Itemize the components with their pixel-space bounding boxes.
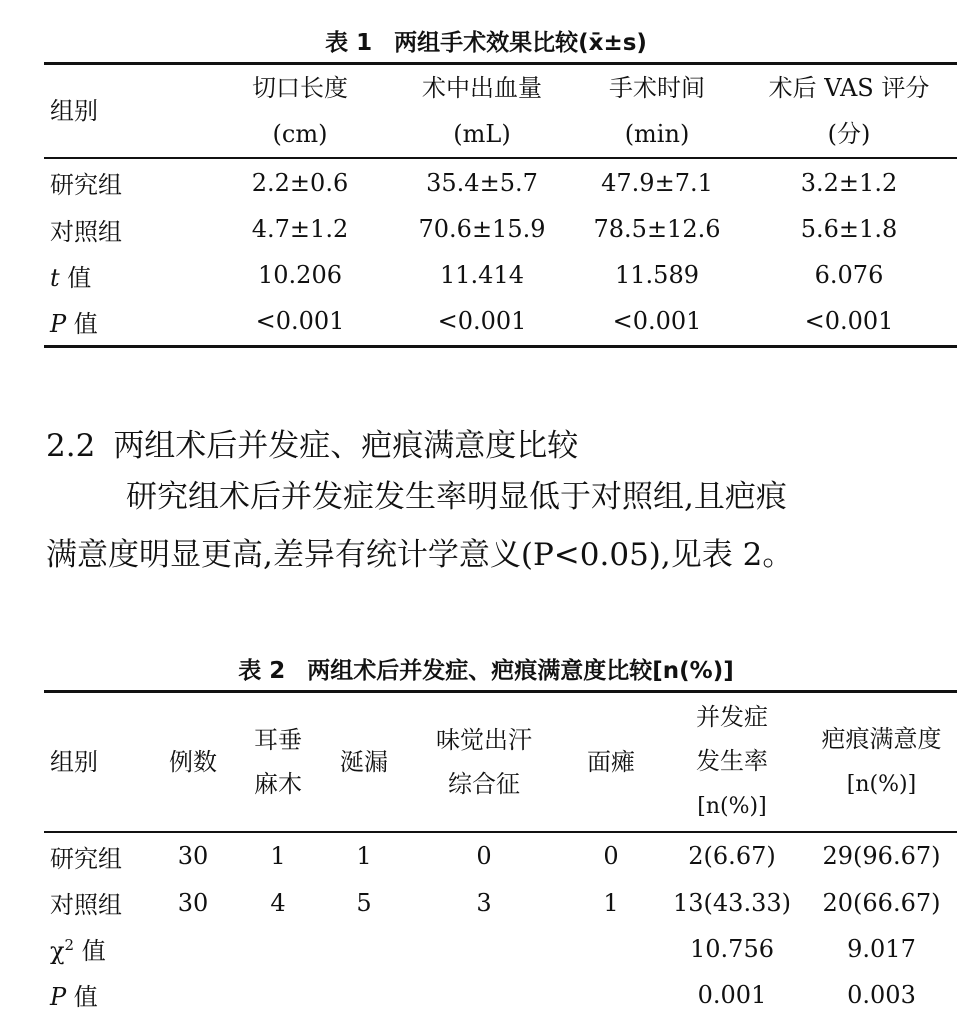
table-cell	[404, 972, 564, 1018]
header-line: [n(%)]	[697, 793, 767, 819]
table-cell: 1	[270, 842, 286, 870]
table-cell: 30	[177, 888, 209, 917]
table1-unit-bleeding: (mL)	[453, 120, 511, 148]
table-cell: 0.003	[847, 980, 916, 1009]
table-cell	[232, 926, 324, 972]
section-heading	[46, 420, 578, 465]
row-label-rest: 值	[59, 263, 92, 292]
table-cell: 6.076	[814, 261, 884, 289]
table2-header-row	[44, 692, 957, 832]
table-cell: 0.001	[697, 980, 767, 1009]
table2-header-salivary: 涎漏	[340, 747, 388, 776]
table-row	[44, 298, 957, 346]
table-cell: 0	[476, 842, 492, 870]
table-cell: 4	[270, 888, 286, 917]
table2-header-group: 组别	[50, 747, 98, 776]
table-cell	[232, 972, 324, 1018]
p-symbol: P	[50, 309, 67, 338]
table-cell: 47.9±7.1	[601, 168, 713, 197]
table-cell: 70.6±15.9	[418, 215, 546, 243]
table1-unit-incision: (cm)	[272, 120, 328, 148]
t-symbol: t	[50, 263, 60, 292]
table-cell: <0.001	[804, 307, 894, 336]
table-cell: 78.5±12.6	[593, 215, 721, 243]
row-label	[44, 926, 154, 972]
chi-symbol: χ	[50, 937, 65, 965]
row-label-rest: 值	[74, 937, 106, 965]
row-label	[44, 972, 154, 1018]
table-cell	[564, 972, 658, 1018]
header-line: 味觉出汗	[436, 725, 532, 754]
table-cell: 2.2±0.6	[251, 168, 349, 197]
table-cell: 4.7±1.2	[251, 215, 349, 243]
table1-title-suffix: (x̄±s)	[578, 30, 647, 56]
table-cell	[404, 926, 564, 972]
table-cell	[564, 926, 658, 972]
table-row	[44, 158, 957, 206]
table-cell: 20(66.67)	[822, 888, 941, 917]
body-paragraph-line1: 研究组术后并发症发生率明显低于对照组,且疤痕	[126, 479, 787, 515]
table-cell	[154, 972, 232, 1018]
table-cell: 13(43.33)	[673, 888, 791, 917]
table-row	[44, 880, 957, 926]
row-label: 研究组	[50, 844, 122, 873]
table-cell	[324, 926, 404, 972]
table1-header-row	[44, 64, 957, 112]
header-line: 麻木	[254, 769, 302, 798]
table-row	[44, 252, 957, 298]
table-row	[44, 926, 957, 972]
table-cell: 9.017	[847, 934, 916, 963]
table-cell: 5.6±1.8	[800, 215, 898, 243]
table-row	[44, 832, 957, 880]
table1-header-time: 手术时间	[609, 74, 705, 102]
table2-header-frey	[404, 692, 564, 832]
table1-header-incision: 切口长度	[252, 74, 348, 102]
table-cell: 10.756	[690, 934, 774, 963]
row-label: 研究组	[50, 171, 122, 199]
header-line: [n(%)]	[846, 771, 917, 797]
table-cell: <0.001	[255, 307, 345, 336]
table-row	[44, 206, 957, 252]
table-cell: 29(96.67)	[822, 842, 941, 870]
table-cell: 1	[356, 842, 372, 870]
table-row	[44, 972, 957, 1018]
table-cell: <0.001	[437, 307, 527, 336]
table1-unit-vas: (分)	[827, 120, 871, 148]
header-line: 耳垂	[254, 725, 302, 754]
row-label-rest: 值	[66, 983, 98, 1011]
row-label: 对照组	[50, 891, 122, 919]
row-label	[44, 298, 209, 346]
row-label: 对照组	[50, 217, 122, 246]
table2	[44, 690, 957, 1018]
p-symbol: P	[50, 983, 67, 1011]
table2-caption	[0, 652, 972, 685]
table1-caption	[0, 24, 972, 57]
table1-header-bleeding: 术中出血量	[422, 74, 542, 102]
table1-header-group: 组别	[50, 97, 98, 125]
table-cell: 10.206	[258, 261, 342, 289]
table-cell: 2(6.67)	[688, 842, 776, 870]
table2-title: 两组术后并发症、疤痕满意度比较[n(%)]	[307, 658, 734, 684]
table1	[44, 62, 957, 348]
table1-header-vas: 术后 VAS 评分	[768, 74, 930, 102]
table-cell: 0	[603, 842, 619, 870]
header-line: 并发症	[696, 702, 768, 731]
table-cell	[324, 972, 404, 1018]
table2-header-palsy: 面瘫	[587, 747, 635, 776]
table-cell: 3.2±1.2	[800, 168, 898, 197]
table-cell: 35.4±5.7	[426, 168, 538, 197]
table-cell: 1	[603, 888, 619, 917]
table-cell: 5	[356, 888, 372, 917]
table-cell: 30	[177, 842, 209, 870]
table2-header-earlobe	[232, 692, 324, 832]
table1-title: 两组手术效果比较	[394, 30, 579, 56]
table1-number: 表 1	[325, 30, 373, 56]
body-paragraph-line2: 满意度明显更高,差异有统计学意义(P<0.05),见表 2。	[46, 537, 794, 573]
row-label	[44, 252, 209, 298]
chi-superscript: 2	[64, 936, 75, 954]
table-cell	[154, 926, 232, 972]
section-title: 两组术后并发症、疤痕满意度比较	[113, 428, 579, 464]
table2-number: 表 2	[238, 658, 286, 684]
table-cell: 11.589	[615, 261, 699, 289]
table-cell: 11.414	[440, 261, 524, 289]
header-line: 疤痕满意度	[821, 724, 942, 753]
header-line: 综合征	[448, 769, 520, 798]
table2-header-count: 例数	[169, 747, 217, 776]
header-line: 发生率	[696, 746, 768, 775]
table2-header-satisfaction	[806, 692, 957, 832]
section-number: 2.2	[46, 428, 96, 464]
table-cell: 3	[476, 888, 492, 917]
row-label-rest: 值	[66, 309, 98, 338]
table-cell: <0.001	[612, 307, 702, 336]
table1-unit-time: (min)	[624, 120, 690, 148]
table2-header-rate	[658, 692, 806, 832]
